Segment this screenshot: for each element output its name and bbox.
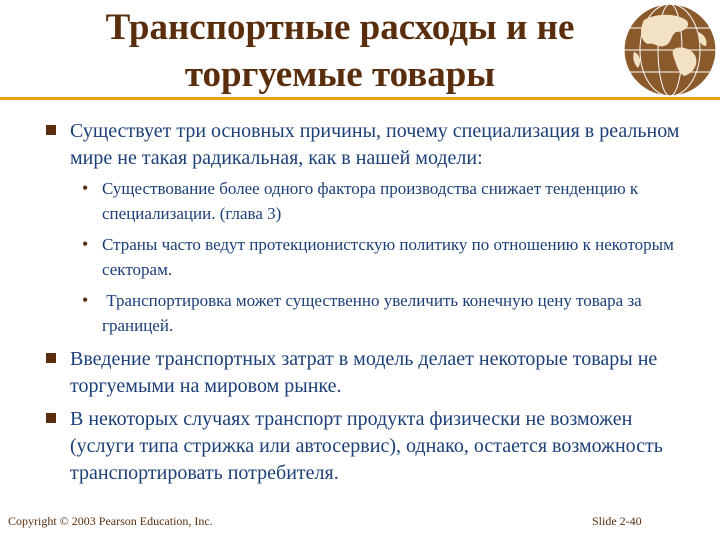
- sub-bullet-2: [46, 232, 686, 282]
- bullet-1-text: Существует три основных причины, почему специализация в реальном мире не такая радикальная, как в нашей модели:: [70, 120, 680, 169]
- dot-bullet-icon: •: [82, 290, 89, 310]
- sub-bullet-3: [46, 288, 686, 338]
- slide-body: [46, 118, 686, 493]
- bullet-1: [46, 118, 686, 172]
- bullet-2-text: Введение транспортных затрат в модель делает некоторые товары не торгуемыми на мировом рынке.: [70, 348, 658, 397]
- sub-bullet-2-text: Страны часто ведут протекционистскую политику по отношению к некоторым секторам.: [102, 235, 674, 279]
- square-bullet-icon: [46, 353, 56, 363]
- title-divider: [0, 97, 720, 100]
- globe-icon: [614, 2, 718, 98]
- sub-bullet-1: [46, 176, 686, 226]
- slide-title: [60, 4, 620, 98]
- dot-bullet-icon: •: [82, 178, 89, 198]
- bullet-2: [46, 346, 686, 400]
- footer-slide-number: Slide 2-40: [592, 514, 642, 528]
- slide-title-line-2: торгуемые товары: [184, 54, 496, 95]
- bullet-3: [46, 406, 686, 487]
- slide-title-line-1: Транспортные расходы и не: [105, 7, 575, 48]
- dot-bullet-icon: •: [82, 234, 89, 254]
- square-bullet-icon: [46, 125, 56, 135]
- sub-bullet-3-text: Транспортировка может существенно увеличить конечную цену товара за границей.: [102, 291, 646, 335]
- sub-bullet-1-text: Существование более одного фактора производства снижает тенденцию к специализации. (глава 3): [102, 179, 639, 223]
- bullet-3-text: В некоторых случаях транспорт продукта физически не возможен (услуги типа стрижка или автосервис), однако, остается возможность транспортировать потребителя.: [70, 408, 663, 484]
- footer-copyright: Copyright © 2003 Pearson Education, Inc.: [8, 514, 213, 528]
- square-bullet-icon: [46, 413, 56, 423]
